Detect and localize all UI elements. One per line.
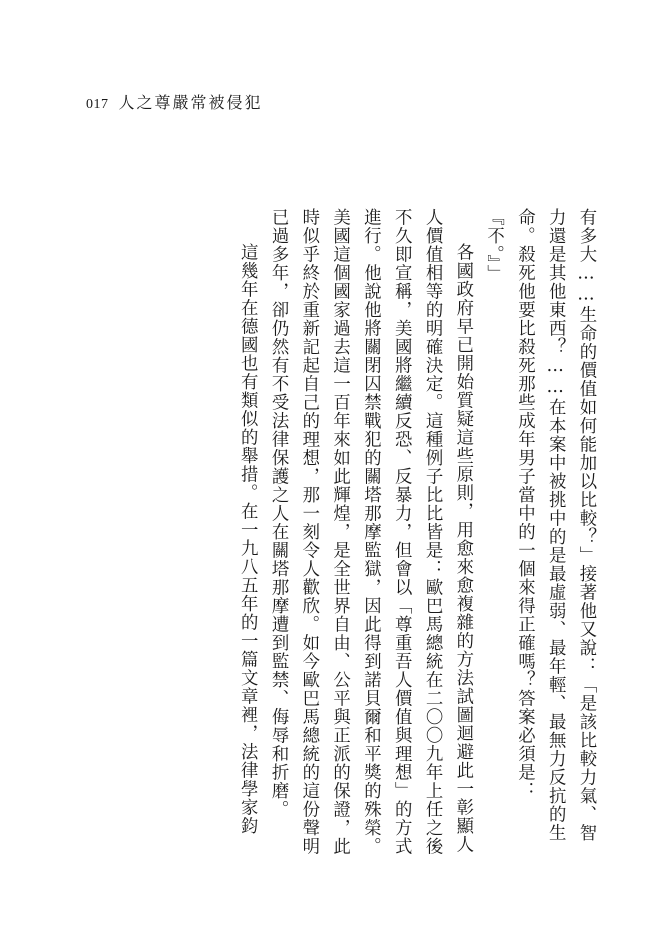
paragraph-germany: 這幾年在德國也有類似的舉措。在一九八五年的一篇文章裡，法律學家鈞 [237, 242, 258, 835]
page-number: 017 [86, 97, 109, 112]
running-header [86, 90, 263, 114]
running-title: 人之尊嚴常被侵犯 [118, 93, 263, 112]
paragraph-governments: 各國政府早已開始質疑這些原則，用愈來愈複雜的方法試圖迴避此一彰顯人人價值相等的明確決定。這種例子比比皆是：歐巴馬總統在二〇〇九年上任之後不久即宣稱，美國將繼續反恐、反暴力，但會以「尊重吾人價值與理想」的方式進行。他說他將關閉囚禁戰犯的關塔那摩監獄，因此得到諾貝爾和平獎的殊榮。美國這個國家過去這一百年來如此輝煌，是全世界自由、公平與正派的保證，此時似乎終於重新記起自己的理想，那一刻令人歡欣。如今歐巴馬總統的這份聲明已過多年，卻仍然有不受法律保護之人在關塔那摩遭到監禁、侮辱和折磨。 [268, 208, 473, 856]
body-text [61, 208, 601, 858]
paragraph-continued-quote: 有多大……生命的價值如何能加以比較？」接著他又說：「是該比較力氣、智力還是其他東西？……在本案中被挑中的是最虛弱、最年輕、最無力反抗的生命。殺死他要比殺死那些成年男子當中的一個來得正確嗎？答案必須是：『不。』」 [483, 208, 596, 843]
